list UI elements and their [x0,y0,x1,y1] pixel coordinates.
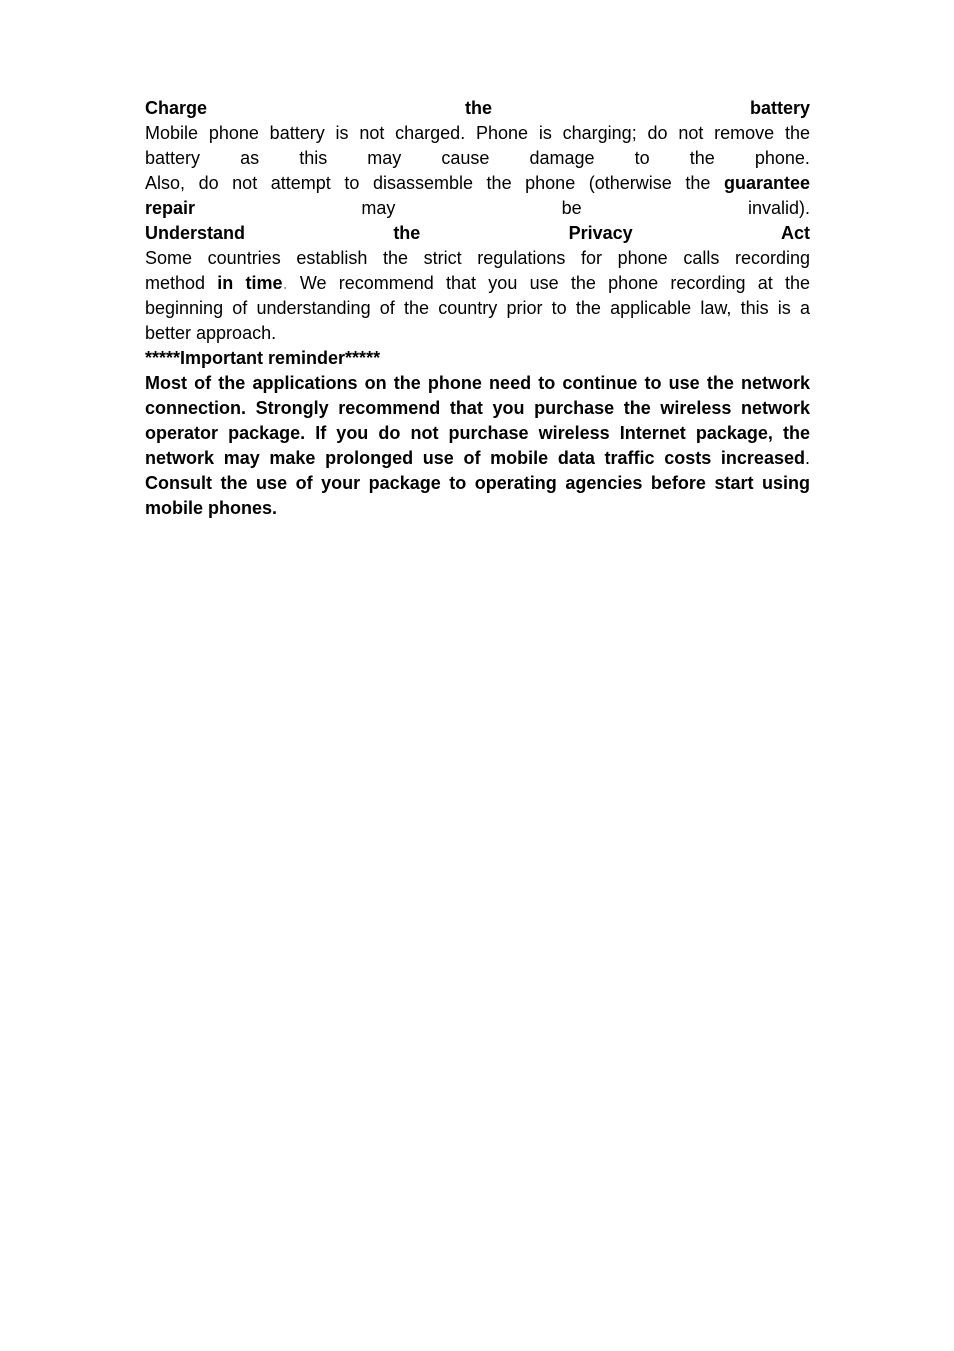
word: invalid). [747,198,810,218]
heading-word: Understand [145,223,246,243]
heading-word: Act [780,223,810,243]
privacy-gray-dot: . [282,273,288,293]
reminder-separator: . [804,448,810,468]
heading-word: Charge [145,98,208,118]
battery-text: Mobile phone battery is not charged. Phone is charging; do not remove the [145,123,810,143]
word: cause [441,148,490,168]
privacy-line-4 [145,321,810,346]
privacy-bold-in-time: in time [217,273,283,293]
heading-word: the [393,223,421,243]
word: phone. [754,148,810,168]
battery-line-2 [145,146,810,171]
word: be [561,198,582,218]
heading-word: Privacy [568,223,633,243]
battery-text: Also, do not attempt to disassemble the phone (otherwise the [145,173,724,193]
word: this [299,148,328,168]
privacy-text: Some countries establish the strict regulations for phone calls recording [145,248,810,268]
privacy-text: method [145,273,218,293]
reminder-title: *****Important reminder***** [145,348,381,368]
battery-line-4 [145,196,810,221]
privacy-line-2 [145,271,810,296]
heading-word: the [464,98,492,118]
word: may [367,148,402,168]
word: damage [529,148,595,168]
privacy-line-1 [145,246,810,271]
word: repair [145,198,196,218]
word: the [689,148,715,168]
reminder-text: Consult the use of your package to operating agencies before start using mobile phones. [145,473,810,518]
privacy-text: We recommend that you use the phone recording at the [287,273,810,293]
heading-charge-battery [145,96,810,121]
word: may [361,198,396,218]
battery-line-1 [145,121,810,146]
word: as [240,148,260,168]
document-page [145,96,810,521]
privacy-text: beginning of understanding of the country prior to the applicable law, this is a [145,298,810,318]
word: to [634,148,650,168]
battery-bold-guarantee: guarantee [723,173,810,193]
reminder-body [145,371,810,521]
reminder-text: Most of the applications on the phone need to continue to use the network connection. Strongly recommend that you purchase the wireless network operator package. If you do not purchase wireless Internet package, the network may make prolonged use of mobile data traffic costs increased [145,373,810,468]
battery-line-3 [145,171,810,196]
word: battery [145,148,201,168]
privacy-text: better approach. [145,323,277,343]
heading-privacy-act [145,221,810,246]
privacy-line-3 [145,296,810,321]
heading-word: battery [749,98,810,118]
